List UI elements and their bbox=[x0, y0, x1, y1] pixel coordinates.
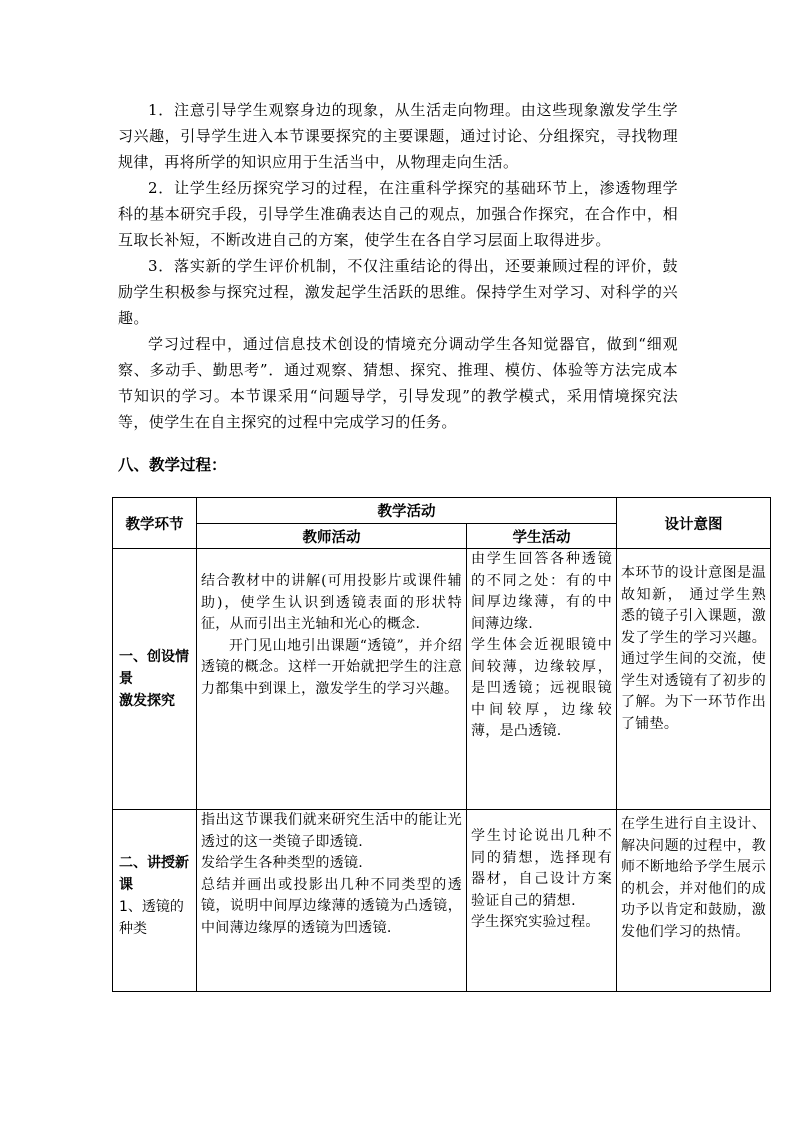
section-heading: 八、教学过程： bbox=[118, 456, 227, 474]
student-activity-cell bbox=[467, 810, 617, 992]
paragraph-1: 1．注意引导学生观察身边的现象，从生活走向物理。由这些现象激发学生学习兴趣，引导学生进入本节课要探究的主要课题，通过讨论、分组探究，寻找物理规律，再将所学的知识应用于生活当中，从物理走向生活。 bbox=[118, 101, 678, 171]
paragraph-4: 学习过程中，通过信息技术创设的情境充分调动学生各知觉器官，做到“细观察、多动手、勤思考”．通过观察、猜想、探究、推理、模仿、体验等方法完成本节知识的学习。本节课采用“问题导学，引导发现”的教学模式，采用情境探究法等，使学生在自主探究的过程中完成学习的任务。 bbox=[118, 335, 678, 431]
table-header-row bbox=[113, 498, 771, 524]
student-activity-text: 学生体会近视眼镜中间较薄，边缘较厚，是凹透镜；远视眼镜中间较厚，边缘较薄，是凸透镜. bbox=[471, 637, 612, 739]
table-row bbox=[113, 810, 771, 992]
header-teacher: 教师活动 bbox=[197, 524, 467, 549]
stage-title: 二、讲授新课 bbox=[119, 855, 189, 893]
stage-subtitle: 1、透镜的种类 bbox=[119, 899, 184, 937]
header-activities: 教学活动 bbox=[197, 498, 617, 524]
stage-cell bbox=[113, 549, 197, 810]
student-activity-text: 学生讨论说出几种不同的猜想，选择现有器材，自己设计方案验证自己的猜想. bbox=[471, 828, 612, 909]
table-row bbox=[113, 549, 771, 810]
teacher-activity-cell bbox=[197, 549, 467, 810]
teacher-activity-text: 总结并画出或投影出几种不同类型的透镜，说明中间厚边缘薄的透镜为凸透镜，中间薄边缘厚的透镜为凹透镜. bbox=[201, 876, 462, 936]
student-activity-text: 学生探究实验过程。 bbox=[471, 914, 600, 930]
stage-cell bbox=[113, 810, 197, 992]
paragraph-2: 2．让学生经历探究学习的过程，在注重科学探究的基础环节上，渗透物理学科的基本研究手段，引导学生准确表达自己的观点，加强合作探究，在合作中，相互取长补短，不断改进自己的方案，使学生在各自学习层面上取得进步。 bbox=[118, 179, 678, 249]
header-intent: 设计意图 bbox=[617, 498, 771, 549]
stage-title: 一、创设情景 bbox=[119, 649, 189, 687]
student-activity-text: 由学生回答各种透镜的不同之处：有的中间厚边缘薄，有的中间薄边缘. bbox=[471, 551, 612, 632]
design-intent-text: 本环节的设计意图是温故知新， 通过学生熟悉的镜子引入课题，激发了学生的学习兴趣。通过学生间的交流，使学生对透镜有了初步的了解。为下一环节作出了铺垫。 bbox=[621, 565, 766, 732]
student-activity-cell bbox=[467, 549, 617, 810]
design-intent-text: 在学生进行自主设计、解决问题的过程中，教师不断地给予学生展示的机会，并对他们的成功予以肯定和鼓励，激发他们学习的热情。 bbox=[621, 816, 766, 940]
stage-subtitle: 激发探究 bbox=[119, 693, 175, 709]
design-intent-cell bbox=[617, 549, 771, 810]
paragraph-3: 3．落实新的学生评价机制，不仅注重结论的得出，还要兼顾过程的评价，鼓励学生积极参与探究过程，激发起学生活跃的思维。保持学生对学习、对科学的兴趣。 bbox=[118, 257, 678, 327]
header-student: 学生活动 bbox=[467, 524, 617, 549]
teacher-activity-cell bbox=[197, 810, 467, 992]
teacher-activity-text: 发给学生各种类型的透镜. bbox=[201, 855, 364, 871]
teacher-activity-text: 指出这节课我们就来研究生活中的能让光透过的这一类镜子即透镜. bbox=[201, 812, 462, 850]
teacher-activity-text: 开门见山地引出课题“透镜”，并介绍透镜的概念。这样一开始就把学生的注意力都集中到课上，激发学生的学习兴趣。 bbox=[201, 637, 462, 697]
teacher-activity-text: 结合教材中的讲解(可用投影片或课件辅助)，使学生认识到透镜表面的形状特征，从而引出主光轴和光心的概念. bbox=[201, 573, 462, 632]
header-stage: 教学环节 bbox=[113, 498, 197, 549]
design-intent-cell bbox=[617, 810, 771, 992]
teaching-process-table bbox=[112, 497, 771, 992]
